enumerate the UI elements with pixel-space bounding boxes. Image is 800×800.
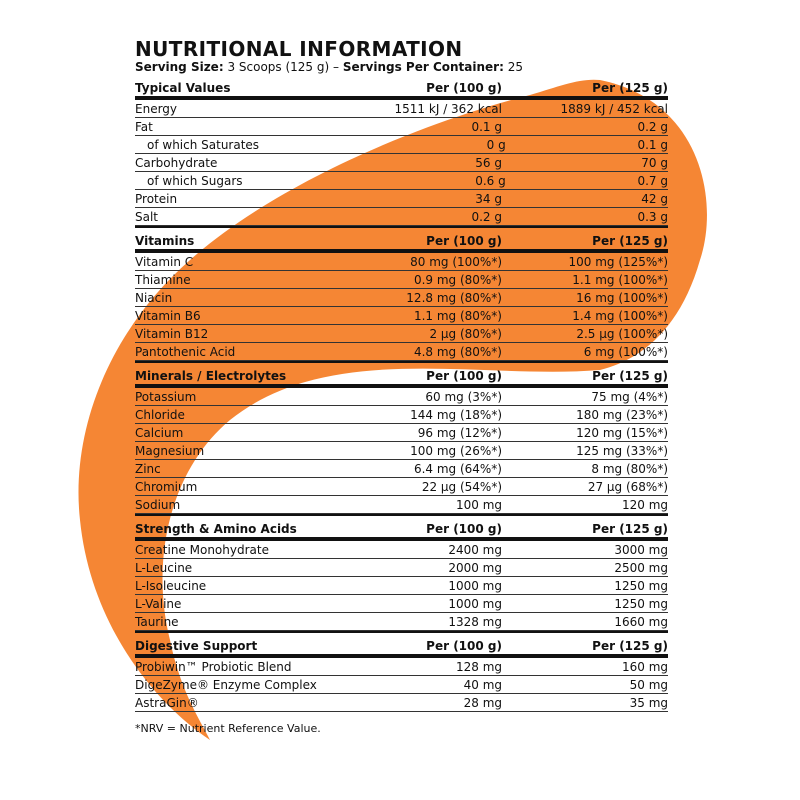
table-row (135, 460, 668, 478)
nutrient-name: Thiamine (135, 273, 191, 287)
value-per-125g: 1660 mg (614, 615, 668, 629)
nutrient-name: L-Leucine (135, 561, 193, 575)
table-row (135, 559, 668, 577)
value-per-100g: 0.2 g (471, 210, 502, 224)
value-per-100g: 56 g (475, 156, 502, 170)
nutrient-name: Calcium (135, 426, 184, 440)
value-per-125g: 1.1 mg (100%*) (572, 273, 668, 287)
value-per-125g: 8 mg (80%*) (591, 462, 668, 476)
value-per-100g: 4.8 mg (80%*) (413, 345, 502, 359)
nutrient-name: Salt (135, 210, 159, 224)
table-row (135, 442, 668, 460)
value-per-100g: 1000 mg (448, 579, 502, 593)
value-per-125g: 1250 mg (614, 597, 668, 611)
value-per-125g: 0.2 g (637, 120, 668, 134)
servings-per-container-label: Servings Per Container: (342, 60, 504, 74)
value-per-100g: 1.1 mg (80%*) (413, 309, 502, 323)
value-per-125g: 2.5 µg (100%*) (576, 327, 668, 341)
table-row (135, 154, 668, 172)
value-per-100g: 0.9 mg (80%*) (413, 273, 502, 287)
value-per-125g: 100 mg (125%*) (568, 255, 668, 269)
value-per-100g: 128 mg (455, 660, 502, 674)
servings-per-container-value: 25 (507, 60, 524, 74)
section-heading: Vitamins (135, 234, 195, 248)
nutrient-name: of which Saturates (147, 138, 260, 152)
nutrient-name: Protein (135, 192, 178, 206)
section-vitamins (135, 226, 668, 361)
value-per-125g: 27 µg (68%*) (587, 480, 668, 494)
section-heading: Digestive Support (135, 639, 258, 653)
nutrient-name: Taurine (135, 615, 179, 629)
table-row (135, 388, 668, 406)
value-per-100g: 40 mg (463, 678, 502, 692)
column-header-per-125g: Per (125 g) (592, 81, 668, 95)
table-row (135, 424, 668, 442)
nutrient-name: Sodium (135, 498, 181, 512)
value-per-100g: 96 mg (12%*) (417, 426, 502, 440)
value-per-125g: 125 mg (33%*) (576, 444, 668, 458)
column-header-per-100g: Per (100 g) (426, 639, 502, 653)
value-per-125g: 75 mg (4%*) (591, 390, 668, 404)
table-row (135, 478, 668, 496)
value-per-100g: 34 g (475, 192, 502, 206)
nutrition-panel (135, 38, 668, 735)
table-row (135, 289, 668, 307)
nutrient-name: Creatine Monohydrate (135, 543, 269, 557)
value-per-125g: 0.3 g (637, 210, 668, 224)
value-per-100g: 1000 mg (448, 597, 502, 611)
value-per-125g: 1.4 mg (100%*) (572, 309, 668, 323)
value-per-125g: 6 mg (100%*) (583, 345, 668, 359)
section-header (135, 361, 668, 388)
value-per-100g: 0 g (486, 138, 506, 152)
nutrient-name: L-Valine (135, 597, 182, 611)
serving-size-label: Serving Size: (135, 60, 224, 74)
table-row (135, 118, 668, 136)
column-header-per-125g: Per (125 g) (592, 639, 668, 653)
table-row (135, 541, 668, 559)
value-per-125g: 0.1 g (637, 138, 668, 152)
column-header-per-100g: Per (100 g) (426, 234, 502, 248)
value-per-125g: 120 mg (15%*) (576, 426, 668, 440)
table-row (135, 613, 668, 631)
table-row (135, 658, 668, 676)
nutrition-table (135, 76, 668, 712)
column-header-per-100g: Per (100 g) (426, 522, 502, 536)
value-per-100g: 6.4 mg (64%*) (413, 462, 502, 476)
nutrient-name: Vitamin B6 (135, 309, 201, 323)
nutrient-name: AstraGin® (135, 696, 199, 710)
nutrient-name: Carbohydrate (135, 156, 218, 170)
nutrient-name: Potassium (135, 390, 197, 404)
value-per-125g: 1250 mg (614, 579, 668, 593)
nutrient-name: Chromium (135, 480, 198, 494)
value-per-100g: 2400 mg (448, 543, 502, 557)
nutrient-name: Energy (135, 102, 178, 116)
nutrient-name: Niacin (135, 291, 173, 305)
column-header-per-125g: Per (125 g) (592, 234, 668, 248)
nutrient-name: Chloride (135, 408, 185, 422)
table-row (135, 271, 668, 289)
value-per-125g: 35 mg (629, 696, 668, 710)
value-per-125g: 50 mg (629, 678, 668, 692)
value-per-100g: 2000 mg (448, 561, 502, 575)
table-row (135, 172, 668, 190)
value-per-125g: 0.7 g (637, 174, 668, 188)
table-row (135, 136, 668, 154)
table-row (135, 577, 668, 595)
serving-separator: – (333, 60, 340, 74)
table-row (135, 253, 668, 271)
page-title: NUTRITIONAL INFORMATION (135, 37, 463, 61)
section-header (135, 226, 668, 253)
value-per-100g: 12.8 mg (80%*) (406, 291, 502, 305)
nutrient-name: Fat (135, 120, 153, 134)
value-per-100g: 0.1 g (471, 120, 502, 134)
nutrient-name: Probiwin™ Probiotic Blend (135, 660, 292, 674)
value-per-125g: 16 mg (100%*) (576, 291, 668, 305)
section-minerals-electrolytes (135, 361, 668, 514)
nutrient-name: L-Isoleucine (135, 579, 207, 593)
value-per-125g: 120 mg (621, 498, 668, 512)
table-row (135, 307, 668, 325)
footnote: *NRV = Nutrient Reference Value. (135, 722, 321, 735)
value-per-125g: 1889 kJ / 452 kcal (560, 102, 668, 116)
value-per-125g: 160 mg (621, 660, 668, 674)
column-header-per-100g: Per (100 g) (426, 81, 502, 95)
value-per-100g: 2 µg (80%*) (429, 327, 502, 341)
table-row (135, 694, 668, 712)
section-header (135, 76, 668, 100)
table-row (135, 325, 668, 343)
table-row (135, 676, 668, 694)
table-row (135, 190, 668, 208)
value-per-100g: 144 mg (18%*) (410, 408, 502, 422)
value-per-100g: 1328 mg (448, 615, 502, 629)
value-per-100g: 60 mg (3%*) (425, 390, 502, 404)
value-per-100g: 0.6 g (475, 174, 506, 188)
section-heading: Minerals / Electrolytes (135, 369, 287, 383)
nutrient-name: Vitamin C (135, 255, 194, 269)
table-row (135, 343, 668, 361)
value-per-100g: 1511 kJ / 362 kcal (394, 102, 502, 116)
column-header-per-125g: Per (125 g) (592, 522, 668, 536)
value-per-100g: 100 mg (26%*) (410, 444, 502, 458)
nutrient-name: DigeZyme® Enzyme Complex (135, 678, 317, 692)
section-typical-values (135, 76, 668, 226)
nutrient-name: Zinc (135, 462, 161, 476)
section-digestive-support (135, 631, 668, 712)
table-row (135, 406, 668, 424)
table-row (135, 595, 668, 613)
value-per-125g: 180 mg (23%*) (576, 408, 668, 422)
value-per-100g: 22 µg (54%*) (421, 480, 502, 494)
table-row (135, 208, 668, 226)
section-header (135, 514, 668, 541)
nutrient-name: Magnesium (135, 444, 205, 458)
value-per-100g: 28 mg (463, 696, 502, 710)
value-per-100g: 80 mg (100%*) (410, 255, 502, 269)
nutrient-name: Pantothenic Acid (135, 345, 236, 359)
serving-size-value: 3 Scoops (125 g) (227, 60, 330, 74)
value-per-125g: 42 g (641, 192, 668, 206)
nutrient-name: Vitamin B12 (135, 327, 209, 341)
table-row (135, 496, 668, 514)
section-heading: Strength & Amino Acids (135, 522, 297, 536)
section-header (135, 631, 668, 658)
nutrient-name: of which Sugars (147, 174, 243, 188)
serving-info (135, 60, 668, 76)
section-strength-amino-acids (135, 514, 668, 631)
table-row (135, 100, 668, 118)
value-per-125g: 70 g (641, 156, 668, 170)
column-header-per-125g: Per (125 g) (592, 369, 668, 383)
value-per-125g: 2500 mg (614, 561, 668, 575)
column-header-per-100g: Per (100 g) (426, 369, 502, 383)
section-heading: Typical Values (135, 81, 231, 95)
value-per-100g: 100 mg (455, 498, 502, 512)
value-per-125g: 3000 mg (614, 543, 668, 557)
